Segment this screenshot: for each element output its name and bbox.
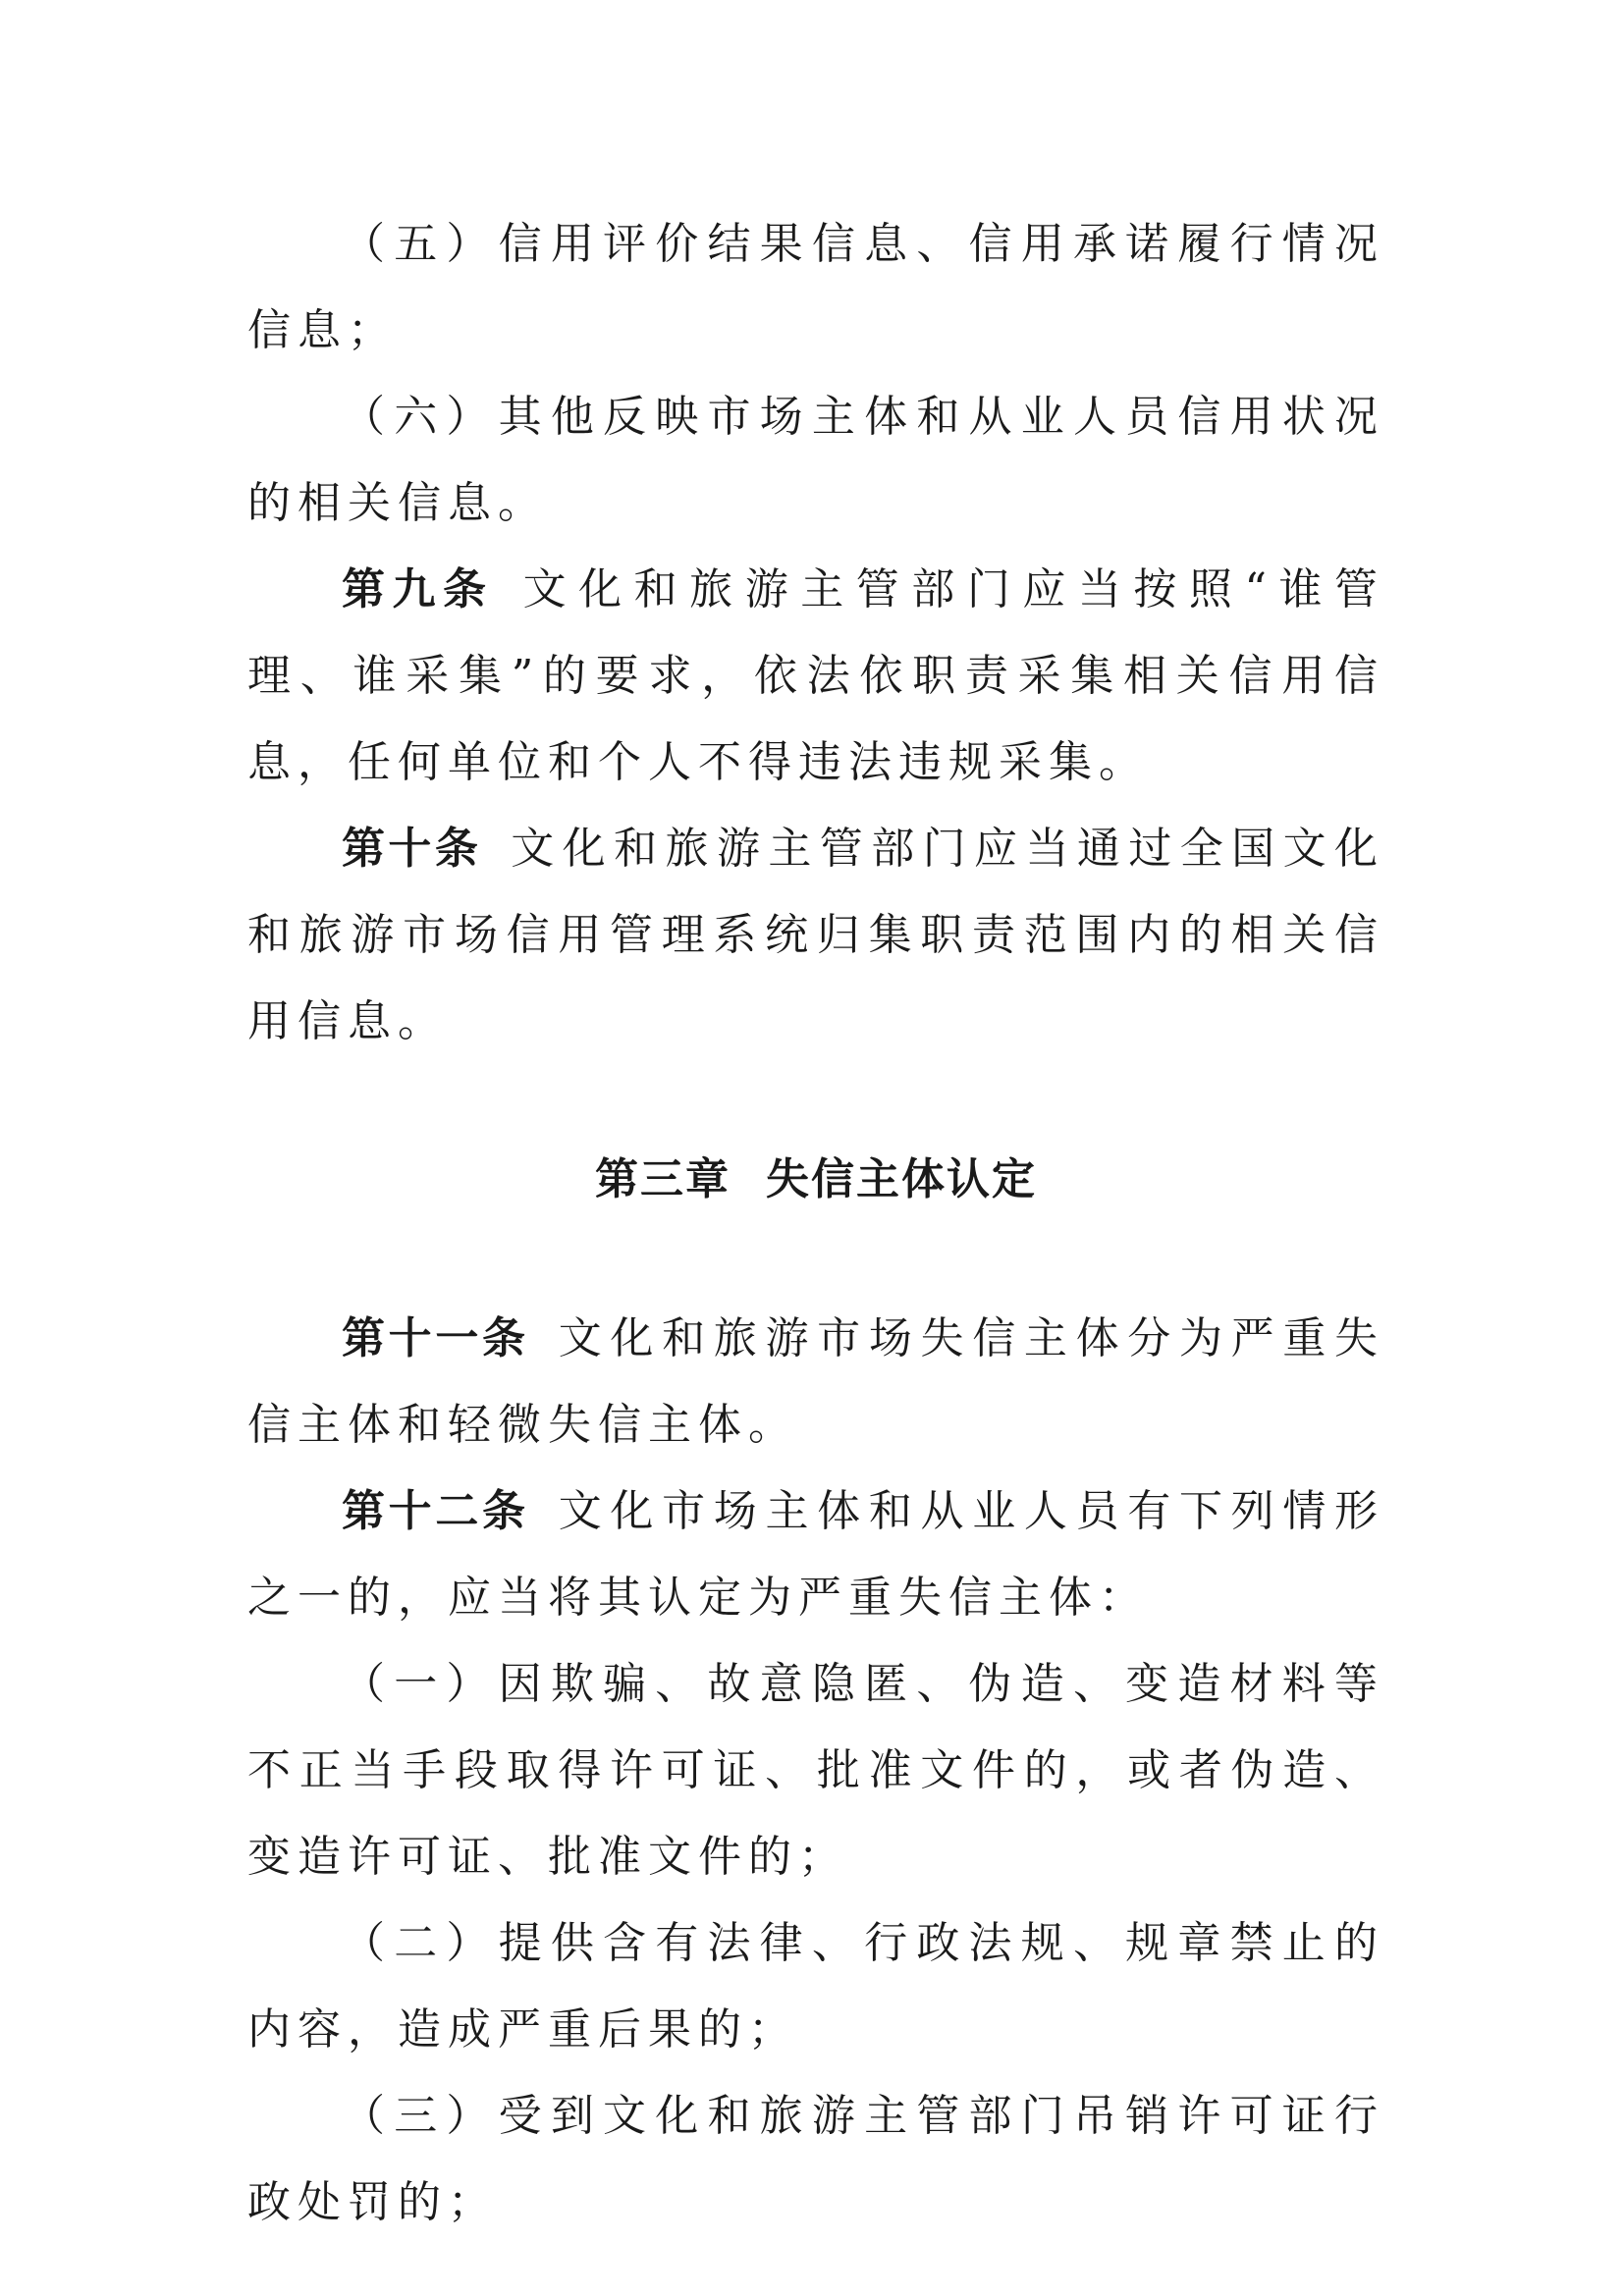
clause-text: （六）其他反映市场主体和从业人员信用状况的相关信息。 bbox=[247, 392, 1384, 528]
clause-text: （五）信用评价结果信息、信用承诺履行情况信息； bbox=[247, 219, 1384, 355]
chapter-heading bbox=[247, 1137, 1384, 1223]
article-12-paragraph bbox=[247, 1468, 1384, 1641]
item-text: （一）因欺骗、故意隐匿、伪造、变造材料等不正当手段取得许可证、批准文件的，或者伪造、变造许可证、批准文件的； bbox=[247, 1659, 1384, 1882]
clause-5-paragraph bbox=[247, 201, 1384, 374]
article-text: 文化和旅游主管部门应当按照“谁管理、谁采集”的要求，依法依职责采集相关信用信息，任何单位和个人不得违法违规采集。 bbox=[247, 564, 1385, 787]
article-heading: 第十条 bbox=[342, 824, 482, 874]
item-text: （三）受到文化和旅游主管部门吊销许可证行政处罚的； bbox=[247, 2091, 1384, 2227]
article-10-paragraph bbox=[247, 806, 1384, 1065]
chapter-number: 第三章 bbox=[595, 1154, 731, 1204]
article-text: 文化和旅游市场失信主体分为严重失信主体和轻微失信主体。 bbox=[247, 1313, 1385, 1450]
item-text: （二）提供含有法律、行政法规、规章禁止的内容，造成严重后果的； bbox=[247, 1918, 1384, 2055]
article-heading: 第九条 bbox=[342, 564, 494, 614]
document-body bbox=[247, 201, 1384, 2246]
article-11-paragraph bbox=[247, 1296, 1384, 1468]
article-heading: 第十二条 bbox=[342, 1486, 529, 1536]
article-9-paragraph bbox=[247, 547, 1384, 806]
article-12-item-1 bbox=[247, 1641, 1384, 1900]
article-12-item-2 bbox=[247, 1900, 1384, 2073]
article-text: 文化和旅游主管部门应当通过全国文化和旅游市场信用管理系统归集职责范围内的相关信用信息。 bbox=[247, 824, 1385, 1046]
chapter-title: 失信主体认定 bbox=[766, 1154, 1037, 1204]
article-12-item-3 bbox=[247, 2073, 1384, 2246]
article-heading: 第十一条 bbox=[342, 1313, 529, 1363]
article-text: 文化市场主体和从业人员有下列情形之一的，应当将其认定为严重失信主体： bbox=[247, 1486, 1385, 1623]
clause-6-paragraph bbox=[247, 374, 1384, 547]
